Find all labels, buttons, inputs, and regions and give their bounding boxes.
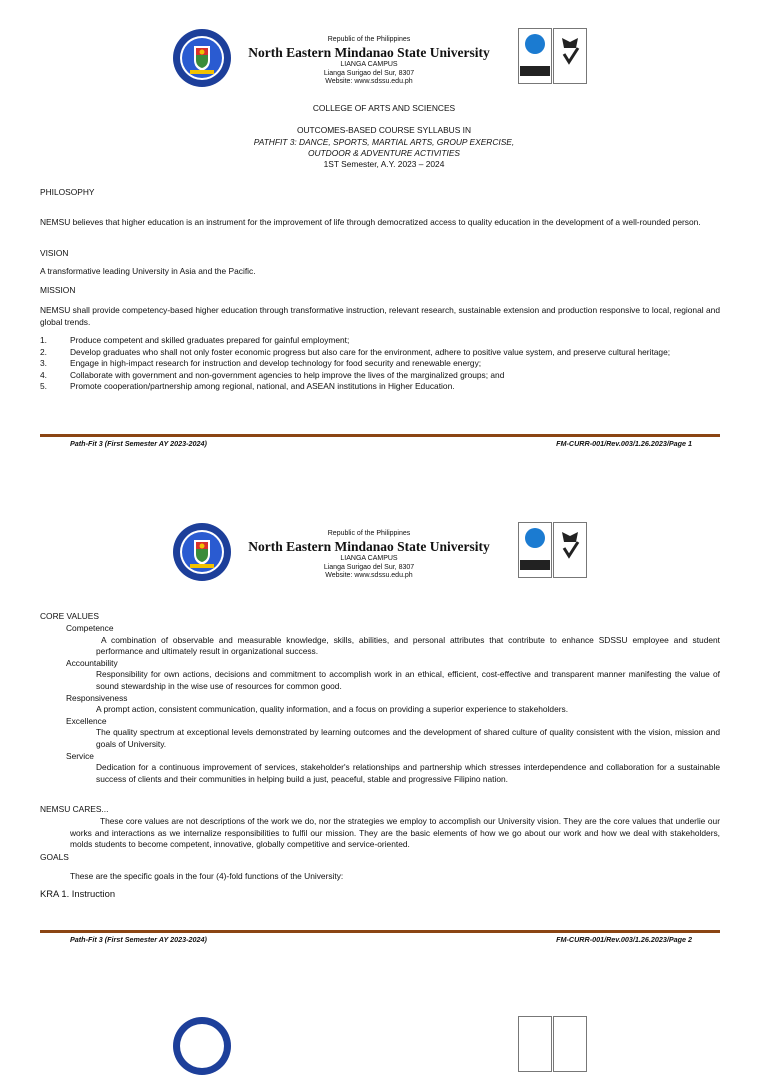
footer-page-label: FM-CURR-001/Rev.003/1.26.2023/Page 2 (556, 935, 692, 944)
core-value-term: Competence (66, 623, 114, 633)
certification-badges (518, 28, 588, 86)
philosophy-text: NEMSU believes that higher education is an instrument for the improvement of life through democratized access to quality education in the development of a well-rounded person. (40, 217, 701, 227)
footer-rule (40, 930, 720, 933)
certification-badges (518, 1016, 588, 1074)
core-value-desc: Dedication for a continuous improvement of services, stakeholder's relationships and partnership which stresses interdependence and collaboration for a sustainable success of clients and their communities in helping build a just, peaceful, stable and progressive Filipino nation. (96, 762, 720, 784)
cares-text: These core values are not descriptions of the work we do, nor the strategies we employ to accomplish our University vision. They are the core values that underlie our works and interactions as we internalize responsibilities to fulfil our mission. They are the basic elements of how we go about our work and how we deal with stakeholders, molds students to become competent, innovative, globally competitive and service-oriented. (70, 816, 720, 850)
goals-text: These are the specific goals in the four (4)-fold functions of the University: (70, 871, 344, 881)
mission-list (40, 335, 720, 393)
website-label: Website: www.sdssu.edu.ph (325, 572, 413, 580)
list-item: 4. Collaborate with government and non-government agencies to help improve the lives of the marginalized groups; and (40, 369, 505, 380)
core-value-term: Excellence (66, 715, 107, 726)
footer-course-label: Path-Fit 3 (First Semester AY 2023-2024) (70, 935, 207, 944)
website-label: Website: www.sdssu.edu.ph (325, 78, 413, 86)
core-value-desc: The quality spectrum at exceptional levels demonstrated by learning outcomes and the development of shared culture of quality consistent with the vision, mission and goals of University. (96, 727, 720, 749)
college-name: COLLEGE OF ARTS AND SCIENCES (312, 103, 456, 113)
core-values-heading: CORE VALUES (40, 611, 99, 621)
university-seal-logo (172, 1016, 232, 1076)
core-value-desc: A prompt action, consistent communication, quality information, and a focus on providing a superior experience to stakeholders. (96, 704, 569, 715)
core-value-term: Service (66, 750, 94, 761)
course-title-line-1: PATHFIT 3: DANCE, SPORTS, MARTIAL ARTS, GROUP EXERCISE, (253, 137, 515, 147)
address-label: Lianga Surigao del Sur, 8307 (323, 69, 415, 77)
page-3 (0, 1016, 768, 1078)
syllabus-title: OUTCOMES-BASED COURSE SYLLABUS IN (296, 125, 472, 135)
certification-badges (518, 522, 588, 580)
core-value-desc: Responsibility for own actions, decisions and commitment to accomplish work in an ethical, efficient, cost-effective and transparent manner manifesting the value of sound stewardship in the wise use of resources for common good. (96, 669, 720, 691)
mission-heading: MISSION (40, 285, 76, 295)
list-item: 3. Engage in high-impact research for instruction and develop technology for food security and renewable energy; (40, 358, 482, 369)
core-value-desc: A combination of observable and measurable knowledge, skills, abilities, and personal attributes that contribute to enhance SDSSU employee and student performance and ultimately result in organizational success. (96, 634, 720, 657)
core-value-term: Accountability (66, 657, 118, 668)
core-values-list (40, 623, 720, 785)
goals-heading: GOALS (40, 852, 69, 862)
republic-label: Republic of the Philippines (327, 36, 411, 43)
page-2 (0, 522, 768, 944)
address-label: Lianga Surigao del Sur, 8307 (323, 563, 415, 571)
mission-text: NEMSU shall provide competency-based higher education through transformative instruction, relevant research, sustainable extension and production responsive to local, regional and global trends. (40, 305, 720, 327)
cares-heading: NEMSU CARES... (40, 804, 109, 814)
core-value-term: Responsiveness (66, 692, 128, 703)
kra-heading: KRA 1. Instruction (40, 888, 116, 899)
footer-course-label: Path-Fit 3 (First Semester AY 2023-2024) (70, 439, 207, 448)
republic-label: Republic of the Philippines (327, 530, 411, 537)
page-header (0, 522, 768, 584)
list-item: 2. Develop graduates who shall not only foster economic progress but also care for the environment, adhere to positive value system, and preserve cultural heritage; (40, 346, 671, 357)
campus-label: LIANGA CAMPUS (340, 60, 398, 68)
university-name: North Eastern Mindanao State University (248, 44, 490, 60)
university-seal-logo (172, 522, 232, 582)
page-1 (0, 28, 768, 448)
vision-text: A transformative leading University in Asia and the Pacific. (40, 266, 256, 276)
university-name: North Eastern Mindanao State University (248, 538, 490, 554)
university-seal-logo (172, 28, 232, 88)
list-item: 5. Promote cooperation/partnership among regional, national, and ASEAN institutions in Higher Education. (40, 381, 455, 392)
campus-label: LIANGA CAMPUS (340, 554, 398, 562)
list-item: 1. Produce competent and skilled graduates prepared for gainful employment; (40, 335, 350, 345)
semester-label: 1ST Semester, A.Y. 2023 – 2024 (323, 159, 445, 169)
footer-page-label: FM-CURR-001/Rev.003/1.26.2023/Page 1 (556, 439, 692, 448)
footer-rule (40, 434, 720, 437)
course-title-line-2: OUTDOOR & ADVENTURE ACTIVITIES (307, 148, 460, 158)
philosophy-heading: PHILOSOPHY (40, 187, 95, 197)
page-header (0, 1016, 768, 1078)
vision-heading: VISION (40, 248, 69, 258)
page-header (0, 28, 768, 90)
